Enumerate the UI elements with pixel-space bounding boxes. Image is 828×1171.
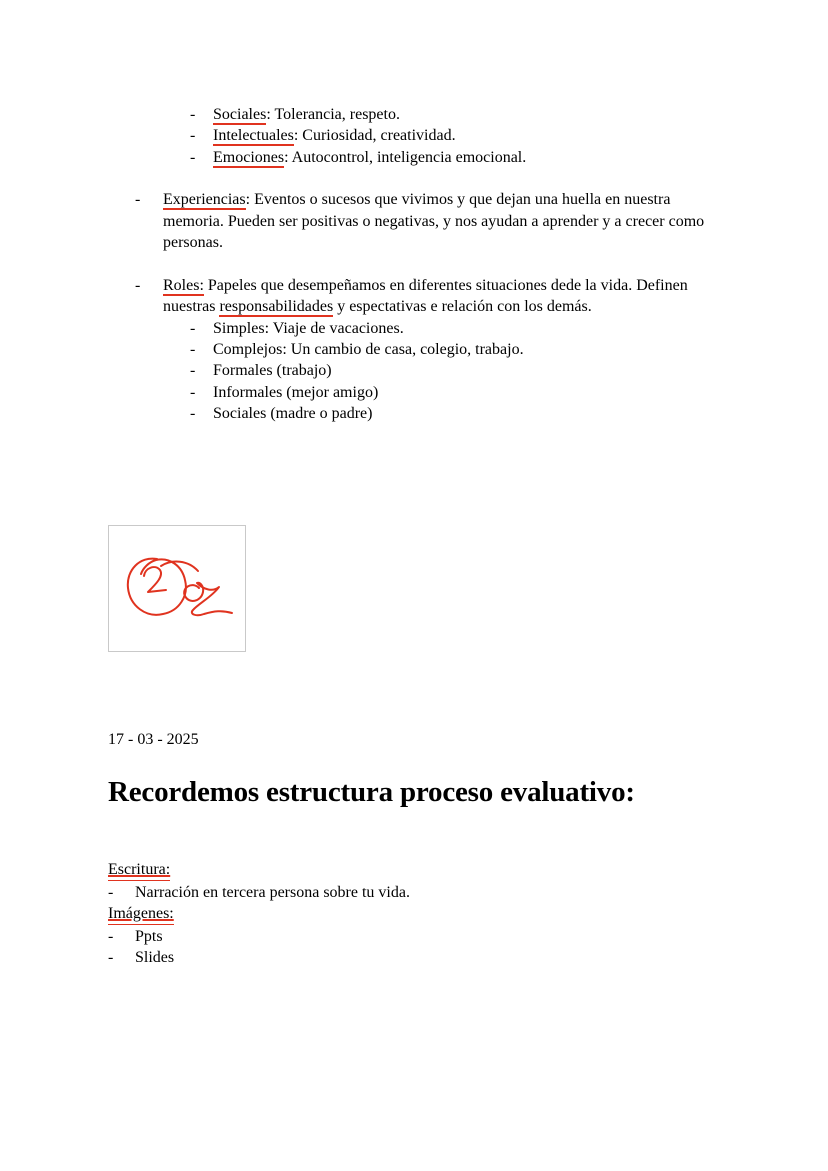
misspelled-term: Roles: [163,276,204,294]
list-marker: - [108,927,114,945]
experiencias-text [163,189,718,253]
list-item-text: Ppts [135,927,163,945]
list-item-text [213,147,718,168]
red-scribble-image [109,526,245,651]
item-rest: : Eventos o sucesos que vivimos y que dejan una huella en nuestra memoria. Pueden ser positivas o negativas, y nos ayudan a aprender y a crecer como personas. [163,191,705,252]
list-item[interactable] [108,382,718,403]
list-item[interactable] [108,147,718,168]
list-marker: - [190,340,196,358]
list-item[interactable] [108,882,718,903]
escritura-section [108,859,718,968]
imagenes-label: Imágenes: [108,905,174,925]
inline-image[interactable] [108,525,246,652]
list-marker: - [190,319,196,337]
escritura-label: Escritura: [108,861,170,881]
list-item[interactable] [108,926,718,947]
misspelled-term: Sociales [213,106,267,123]
list-marker: - [190,383,196,401]
item-rest: : Curiosidad, creatividad. [293,127,456,145]
misspelled-term: Experiencias [163,191,246,209]
misspelled-word: responsabilidades [219,298,334,316]
scribble-signature [184,583,232,615]
roles-rest-after: y espectativas e relación con los demás. [333,298,592,316]
list-item[interactable] [108,125,718,146]
roles-item[interactable] [108,275,718,318]
list-item-text [213,104,718,125]
item-rest: : Autocontrol, inteligencia emocional. [284,148,527,166]
scribble-two [144,567,166,592]
roles-sublist [108,318,718,425]
list-marker: - [190,362,196,380]
list-item[interactable] [108,403,718,424]
list-marker: - [190,148,196,166]
experiencias-item[interactable] [108,189,718,253]
escritura-label-line [108,859,718,881]
list-item-text: Informales (mejor amigo) [213,383,379,401]
misspelled-term: Emociones [213,148,285,166]
item-rest: : Tolerancia, respeto. [266,106,400,123]
list-marker: - [135,191,141,209]
date-text: 17 - 03 - 2025 [108,730,199,748]
values-list [108,104,718,168]
list-item[interactable] [108,947,718,968]
list-item-text: Slides [135,949,175,967]
list-item-text: Simples: Viaje de vacaciones. [213,319,404,337]
page-title: Recordemos estructura proceso evaluativo: [108,776,635,809]
list-marker: - [135,276,141,294]
imagenes-label-line [108,903,718,925]
list-item-text: Formales (trabajo) [213,362,332,380]
list-item[interactable] [108,104,718,125]
list-marker: - [190,127,196,145]
list-item[interactable] [108,318,718,339]
list-marker: - [108,949,114,967]
spacer [108,168,718,189]
list-item-text: Complejos: Un cambio de casa, colegio, trabajo. [213,340,524,358]
list-item-text [213,125,718,146]
misspelled-term: Intelectuales [213,127,294,145]
list-item-text: Sociales (madre o padre) [213,405,373,423]
list-item-text: Narración en tercera persona sobre tu vida. [135,883,410,901]
list-marker: - [108,883,114,901]
list-item[interactable] [108,339,718,360]
list-marker: - [190,405,196,423]
roles-text [163,275,718,318]
list-item[interactable] [108,360,718,381]
spacer [108,254,718,275]
roles-rest-before: Papeles que desempeñamos en diferentes situaciones dede la vida. Definen nuestras [163,276,688,316]
list-marker: - [190,106,196,123]
